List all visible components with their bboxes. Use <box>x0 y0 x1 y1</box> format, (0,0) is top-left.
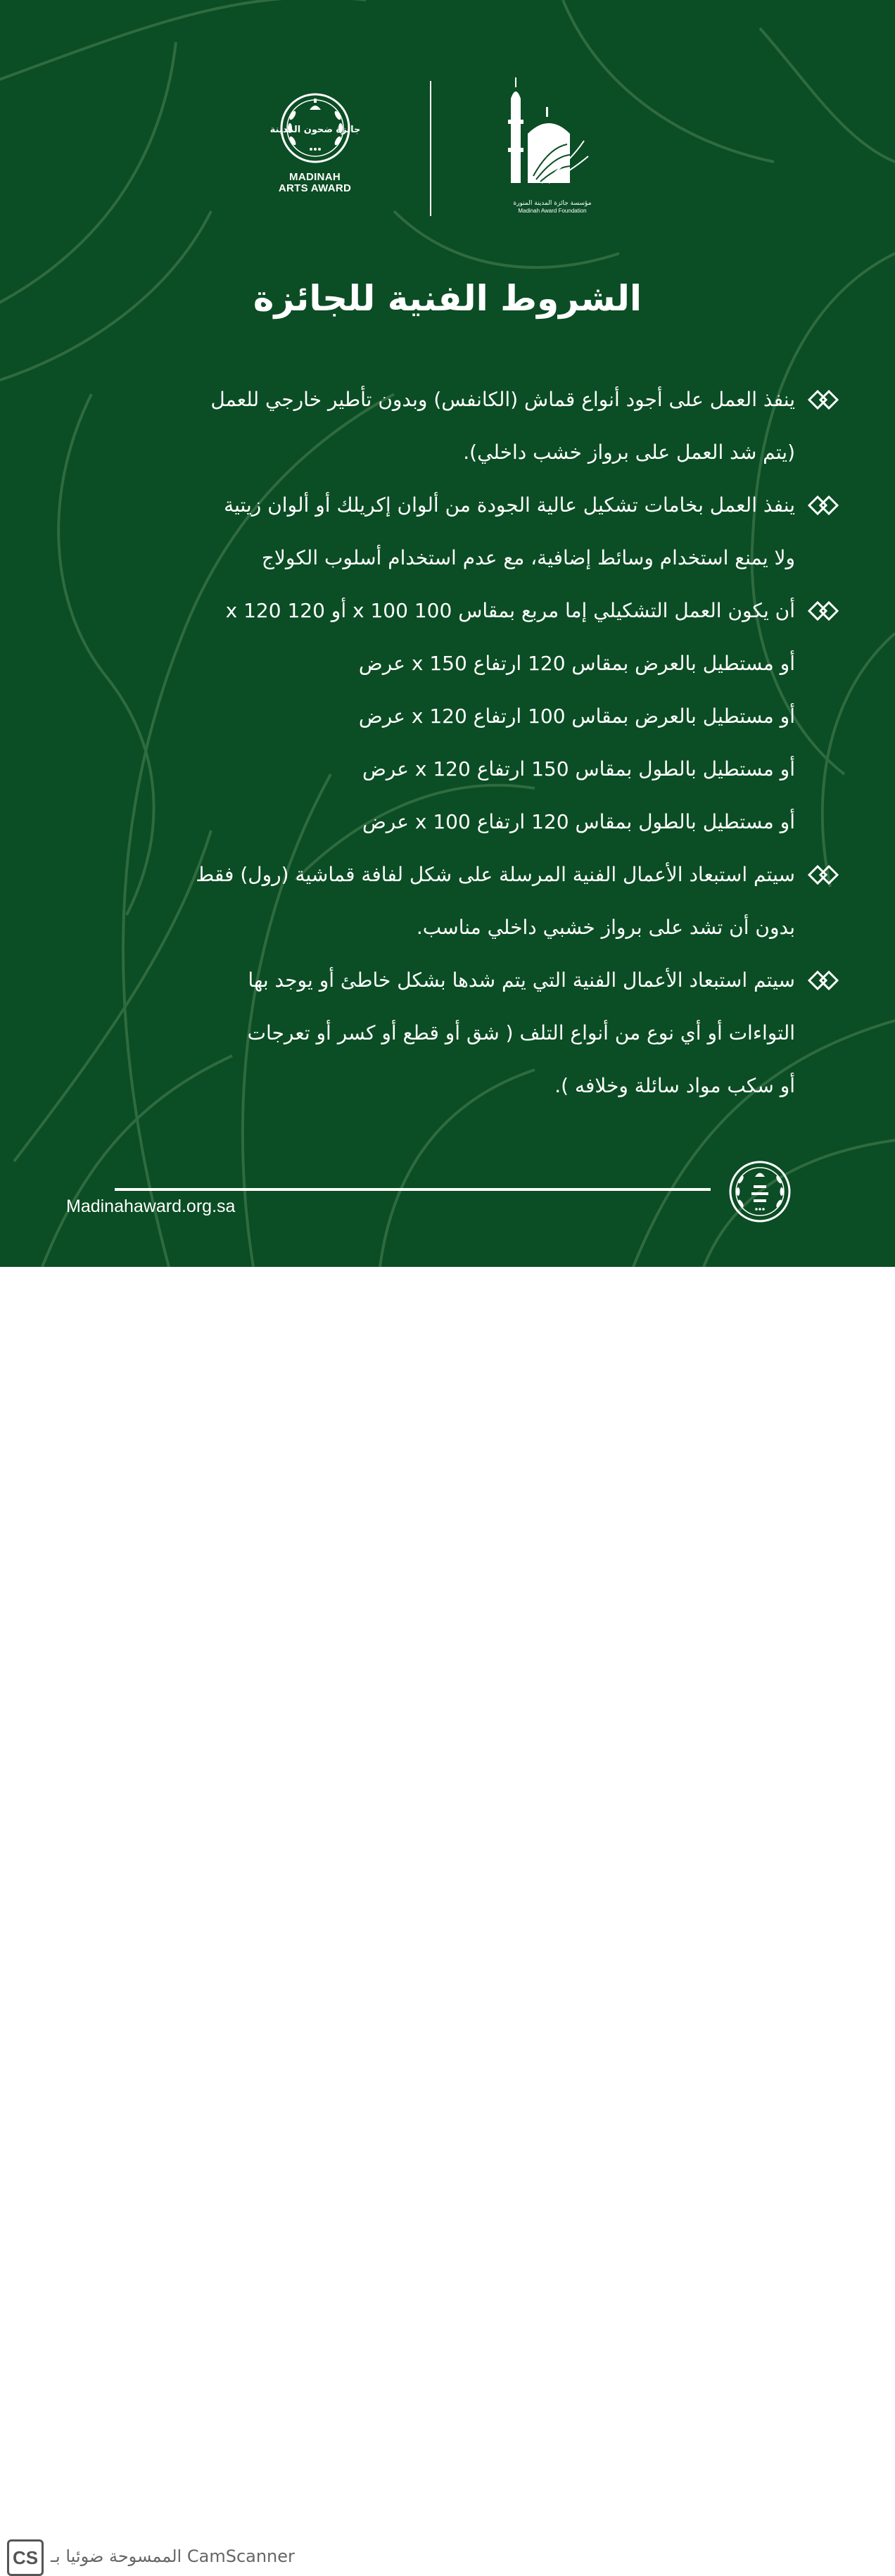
diamond-bullet-icon <box>806 597 840 625</box>
condition-line: أو مستطيل بالعرض بمقاس 100 ارتفاع x 120 عرض <box>358 705 795 728</box>
condition-line: أو سكب مواد سائلة وخلافه ). <box>554 1074 795 1097</box>
condition-line: بدون أن تشد على برواز خشبي داخلي مناسب. <box>416 916 795 939</box>
diamond-bullet-icon <box>806 491 840 519</box>
camscanner-label: الممسوحة ضوئيا بـ CamScanner <box>51 2546 295 2566</box>
poster <box>0 0 895 1267</box>
diamond-bullet-icon <box>806 861 840 889</box>
condition-line: ينفذ العمل على أجود أنواع قماش (الكانفس) وبدون تأطير خارجي للعمل <box>210 388 795 411</box>
mosque-minaret-icon <box>500 77 591 197</box>
page-title: الشروط الفنية للجائزة <box>253 278 642 319</box>
foundation-caption-en: Madinah Award Foundation <box>518 208 587 214</box>
condition-item <box>63 479 795 584</box>
conditions-list <box>63 373 795 1112</box>
footer-emblem-icon <box>728 1160 792 1223</box>
condition-line: سيتم استبعاد الأعمال الفنية المرسلة على شكل لفافة قماشية (رول) فقط <box>196 863 795 886</box>
condition-line: التواءات أو أي نوع من أنواع التلف ( شق أو قطع أو كسر أو تعرجات <box>247 1021 795 1044</box>
madinah-arts-award-logo <box>271 91 359 194</box>
madinah-award-foundation-logo <box>500 77 605 215</box>
website-link[interactable]: Madinahaward.org.sa <box>66 1197 236 1216</box>
condition-line: ينفذ العمل بخامات تشكيل عالية الجودة من ألوان إكريلك أو ألوان زيتية <box>224 493 795 517</box>
svg-text:جائزة ضحون المدينة: جائزة ضحون المدينة <box>269 125 360 135</box>
condition-item <box>63 584 795 848</box>
condition-item <box>63 373 795 479</box>
condition-line: أو مستطيل بالعرض بمقاس 120 ارتفاع x 150 عرض <box>358 652 795 675</box>
arts-award-label: MADINAH ARTS AWARD <box>278 171 352 194</box>
scanner-watermark-bar <box>0 1267 895 2568</box>
diamond-bullet-icon <box>806 966 840 995</box>
condition-line: أن يكون العمل التشكيلي إما مربع بمقاس 100 x 100 أو 120 x 120 <box>225 599 795 622</box>
camscanner-badge: CS <box>7 2539 44 2576</box>
condition-line: ولا يمنع استخدام وسائط إضافية، مع عدم استخدام أسلوب الكولاج <box>261 546 795 569</box>
foundation-caption-ar: مؤسسة جائزة المدينة المنورة <box>513 200 592 207</box>
diamond-bullet-icon <box>806 386 840 414</box>
condition-line: أو مستطيل بالطول بمقاس 150 ارتفاع x 120 عرض <box>362 757 795 781</box>
condition-line: سيتم استبعاد الأعمال الفنية التي يتم شدها بشكل خاطئ أو يوجد بها <box>248 968 795 992</box>
footer-divider <box>115 1188 711 1191</box>
condition-item <box>63 848 795 954</box>
laurel-emblem-icon <box>269 91 360 165</box>
logo-divider <box>430 81 431 216</box>
condition-item <box>63 954 795 1112</box>
condition-line: (يتم شد العمل على برواز خشب داخلي). <box>463 441 795 464</box>
condition-line: أو مستطيل بالطول بمقاس 120 ارتفاع x 100 عرض <box>362 810 795 833</box>
